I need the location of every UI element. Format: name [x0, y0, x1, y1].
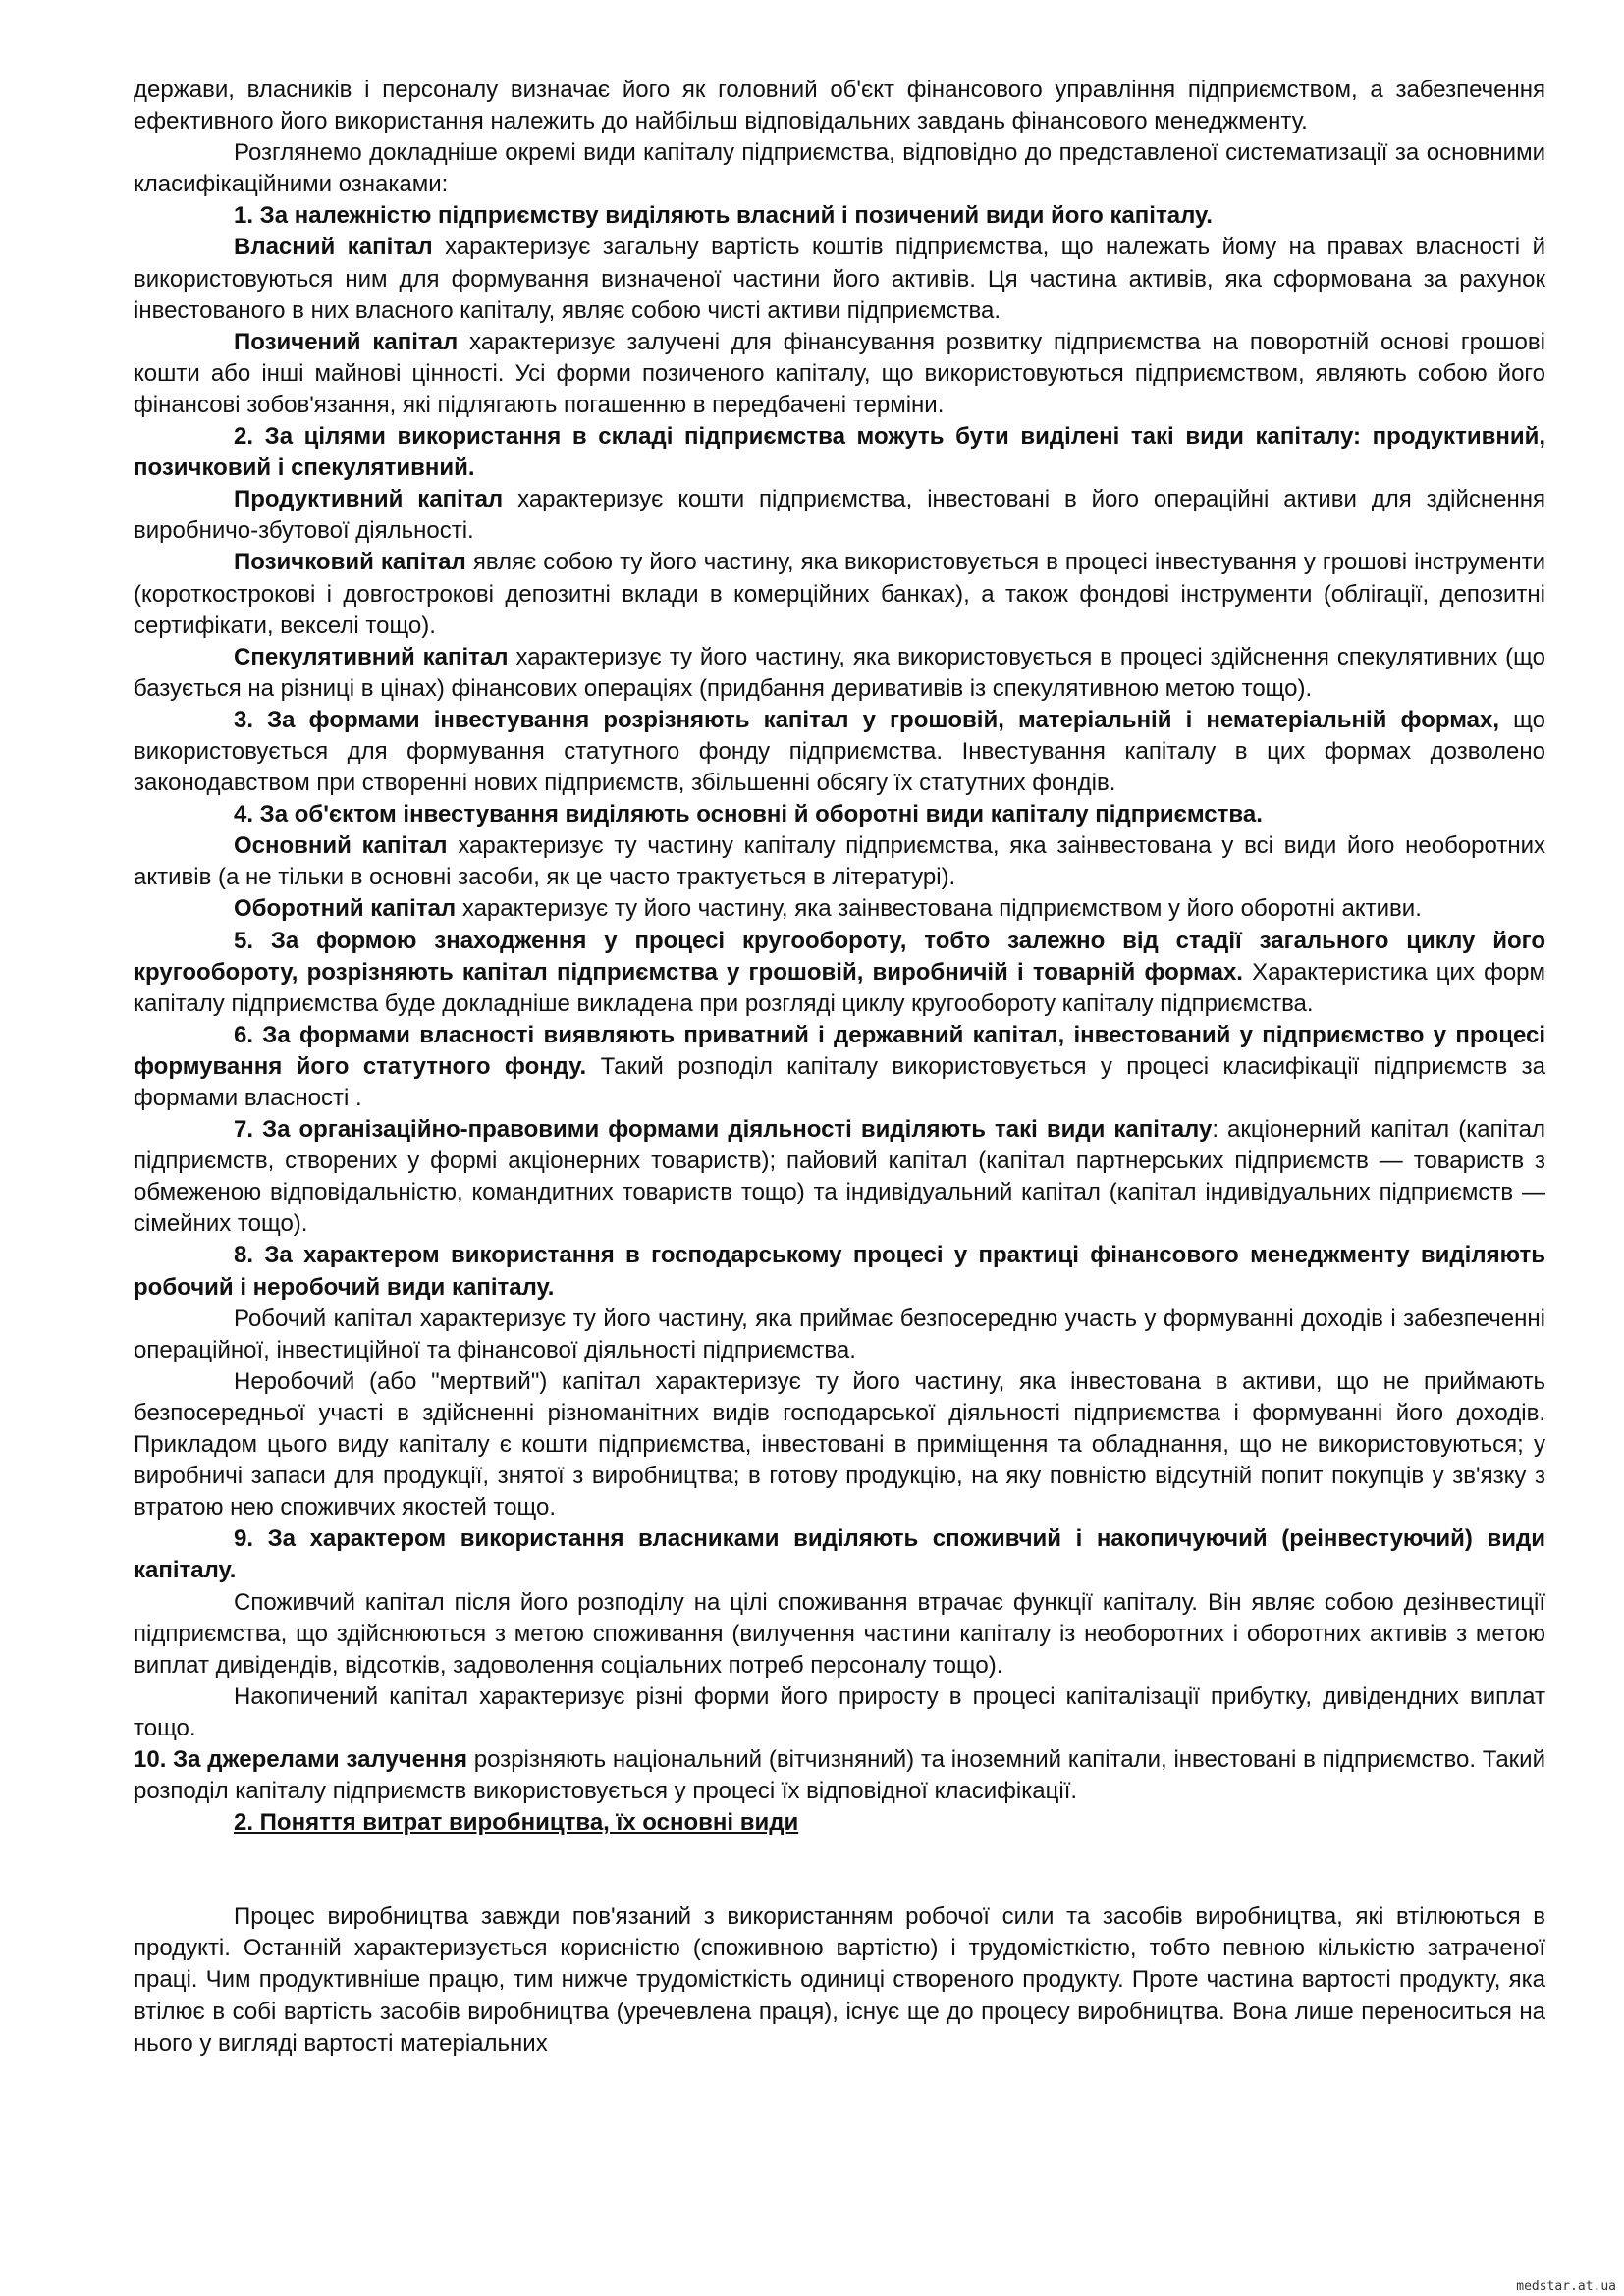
term-fixed-capital: Основний капітал — [234, 832, 448, 860]
paragraph-intro: держави, власників і персоналу визначає його як головний об'єкт фінансового управління підприємством, а забезпечення ефективного його використання належить до найбільш відповідальних завдань фінансового менеджменту. — [134, 77, 1545, 135]
section-3-title: 3. За формами інвестування розрізняють капітал у грошовій, матеріальній і нематеріальній формах, — [234, 706, 1500, 733]
speculative-capital-text: характеризує ту його частину, яка використовується в процесі здійснення спекулятивних (що базується на різниці в цінах) фінансових операціях (придбання деривативів із спекулятивною метою тощо). — [134, 643, 1545, 702]
paragraph-section-7 — [134, 1114, 1545, 1240]
watermark-text: medstar.at.ua — [1516, 2279, 1616, 2294]
working-capital-text: характеризує ту його частину, яка заінвестована підприємством у його оборотні активи. — [456, 895, 1422, 923]
productive-capital-text: характеризує кошти підприємства, інвестовані в його операційні активи для здійснення виробничо-збутової діяльності. — [134, 486, 1546, 545]
paragraph-production-process: Процес виробництва завжди пов'язаний з використанням робочої сили та засобів виробництва, які втілюються в продукті. Останній характеризується корисністю (споживною вартістю) і трудомісткістю, тобто певною кількістю затраченої праці. Чим продуктивніше працю, тим нижче трудомісткість одиниці створеного продукту. Проте частина вартості продукту, яка втілює в собі вартість засобів виробництва (уречевлена праця), існує ще до процесу виробництва. Вона лише переноситься на нього у вигляді вартості матеріальних — [134, 1903, 1545, 2056]
loan-capital-text: являє собою ту його частину, яка використовується в процесі інвестування у грошові інструменти (короткострокові і довгострокові депозитні вклади в комерційних банках), а також фондові інструменти (облігації, депозитні сертифікати, векселі тощо). — [134, 549, 1546, 639]
section-heading-costs: 2. Поняття витрат виробництва, їх основні види — [234, 1809, 799, 1837]
paragraph-section-3 — [134, 705, 1545, 799]
term-speculative-capital: Спекулятивний капітал — [234, 643, 509, 670]
section-1-title-text: 1. За належністю підприємству виділяють власний і позичений види його капіталу. — [234, 202, 1213, 230]
section-2-title-text: 2. За цілями використання в складі підприємства можуть бути виділені такі види капіталу: продуктивний, позичковий і спекулятивний. — [134, 423, 1545, 482]
blank-line — [134, 1839, 1545, 1901]
section-10-text: розрізняють національний (вітчизняний) та іноземний капітали, інвестовані в підприємство. Такий розподіл капіталу підприємств використовується у процесі їх відповідної класифікації. — [134, 1745, 1545, 1805]
section-4-title-text: 4. За об'єктом інвестування виділяють основні й оборотні види капіталу підприємства. — [234, 801, 1263, 828]
term-loan-capital: Позичковий капітал — [234, 549, 466, 576]
paragraph-productive-capital — [134, 484, 1545, 547]
term-own-capital: Власний капітал — [234, 234, 433, 261]
document-page — [134, 75, 1545, 2059]
section-7-text: : акціонерний капітал (капітал підприємств, створених у формі акціонерних товариств); пайовий капітал (капітал партнерських підприємств — товариств з обмеженою відповідальністю, командитних товариств тощо) та індивідуальний капітал (капітал індивідуальних підприємств — сімейних тощо). — [134, 1116, 1545, 1238]
term-working-capital: Оборотний капітал — [234, 895, 457, 923]
term-borrowed-capital: Позичений капітал — [234, 328, 459, 355]
section-7-title: 7. За організаційно-правовими формами діяльності виділяють такі види капіталу — [234, 1116, 1213, 1144]
section-4-title — [134, 799, 1545, 830]
paragraph-consumer-capital: Споживчий капітал після його розподілу на цілі споживання втрачає функції капіталу. Він являє собою дезінвестиції підприємства, що здійснюються з метою споживання (вилучення частини капіталу із необоротних і оборотних активів з метою виплат дивідендів, відсотків, задоволення соціальних потреб персоналу тощо). — [134, 1588, 1545, 1679]
section-9-title-text: 9. За характером використання власниками виділяють споживчий і накопичуючий (реінвестуючий) види капіталу. — [134, 1525, 1545, 1584]
section-8-title-text: 8. За характером використання в господарському процесі у практиці фінансового менеджменту виділяють робочий і неробочий види капіталу. — [134, 1242, 1545, 1301]
paragraph-section-10 — [134, 1744, 1545, 1807]
paragraph-fixed-capital — [134, 830, 1545, 893]
section-6-title: 6. За формами власності виявляють приватний і державний капітал, інвестований у підприємство у процесі формування його статутного фонду. — [134, 1021, 1545, 1080]
term-productive-capital: Продуктивний капітал — [234, 486, 504, 513]
borrowed-capital-text: характеризує залучені для фінансування розвитку підприємства на поворотній основі грошові кошти або інші майнові цінності. Усі форми позиченого капіталу, що використовуються підприємством, являють собою його фінансові зобов'язання, які підлягають погашенню в передбачені терміни. — [134, 328, 1545, 418]
paragraph-idle-capital: Неробочий (або "мертвий") капітал характеризує ту його частину, яка інвестована в активи, що не приймають безпосередньої участі в здійсненні різноманітних видів господарської діяльності підприємства і формуванні його доходів. Прикладом цього виду капіталу є кошти підприємства, інвестовані в приміщення та обладнання, що не використовуються; у виробничі запаси для продукції, знятої з виробництва; в готову продукцію, на яку повністю відсутній попит покупців у зв'язку з втратою нею споживчих якостей тощо. — [134, 1367, 1545, 1522]
section-10-title: 10. За джерелами залучення — [134, 1745, 467, 1773]
paragraph-loan-capital — [134, 547, 1545, 641]
own-capital-text: характеризує загальну вартість коштів підприємства, що належать йому на правах власності й використовуються ним для формування визначеної частини його активів. Ця частина активів, яка сформована за рахунок інвестованого в них власного капіталу, являє собою чисті активи підприємства. — [134, 234, 1545, 324]
section-5-text: Характеристика цих форм капіталу підприємства буде докладніше викладена при розгляді циклу кругообороту капіталу підприємства. — [134, 958, 1546, 1017]
paragraph-section-5 — [134, 926, 1545, 1020]
section-8-title — [134, 1240, 1545, 1303]
paragraph-working-capital-2: Робочий капітал характеризує ту його частину, яка приймає безпосередню участь у формуванні доходів і забезпеченні операційної, інвестиційної та фінансової діяльності підприємства. — [134, 1305, 1545, 1363]
section-5-title: 5. За формою знаходження у процесі кругообороту, тобто залежно від стадії загального циклу його кругообороту, розрізняють капітал підприємства у грошовій, виробничій і товарній формах. — [134, 927, 1545, 986]
paragraph-accumulated-capital: Накопичений капітал характеризує різні форми його приросту в процесі капіталізації прибутку, дивідендних виплат тощо. — [134, 1682, 1545, 1741]
fixed-capital-text: характеризує ту частину капіталу підприємства, яка заінвестована у всі види його необоротних активів (а не тільки в основні засоби, як це часто трактується в літературі). — [134, 832, 1546, 891]
paragraph-borrowed-capital — [134, 327, 1545, 421]
paragraph-own-capital — [134, 232, 1545, 326]
section-3-text: що використовується для формування статутного фонду підприємства. Інвестування капіталу в цих формах дозволено законодавством при створенні нових підприємств, збільшенні обсягу їх статутних фондів. — [134, 706, 1545, 797]
section-9-title — [134, 1523, 1545, 1586]
section-1-title — [134, 200, 1545, 232]
paragraph-speculative-capital — [134, 642, 1545, 705]
section-6-text: Такий розподіл капіталу використовується у процесі класифікації підприємств за формами власності . — [134, 1052, 1545, 1111]
paragraph-section-6 — [134, 1020, 1545, 1114]
paragraph-review: Розглянемо докладніше окремі види капіталу підприємства, відповідно до представленої систематизації за основними класифікаційними ознаками: — [134, 139, 1545, 198]
paragraph-working-capital — [134, 893, 1545, 925]
section-2-title — [134, 421, 1545, 484]
